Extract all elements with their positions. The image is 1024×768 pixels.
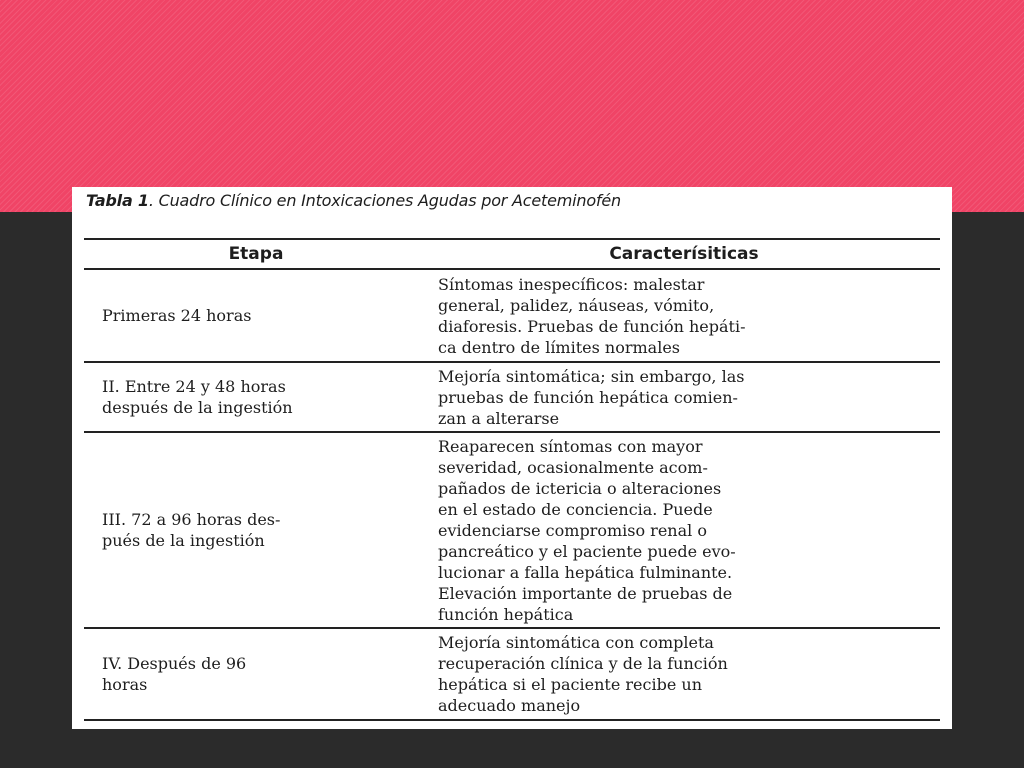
description-line: adecuado manejo (438, 696, 581, 715)
description-line: hepática si el paciente recibe un (438, 675, 702, 694)
description-cell (428, 362, 940, 432)
description-line: Elevación importante de pruebas de (438, 583, 733, 603)
clinical-table (84, 238, 940, 721)
description-line: Reaparecen síntomas con mayor (438, 436, 703, 456)
stage-line: horas (102, 675, 148, 694)
stage-cell (84, 628, 428, 720)
stage-line: II. Entre 24 y 48 horas (102, 377, 286, 396)
description-line: lucionar a falla hepática fulminante. (438, 562, 733, 582)
description-line: pruebas de función hepática comien- (438, 387, 738, 407)
table-caption (86, 191, 621, 210)
table-row (84, 432, 940, 628)
description-line: pañados de ictericia o alteraciones (438, 478, 722, 498)
description-line: general, palidez, náuseas, vómito, (438, 295, 715, 315)
description-line: Mejoría sintomática con completa (438, 633, 714, 652)
description-line: pancreático y el paciente puede evo- (438, 541, 736, 561)
description-line: severidad, ocasionalmente acom- (438, 457, 708, 477)
description-line: recuperación clínica y de la función (438, 654, 728, 673)
description-line: función hepática (438, 604, 574, 624)
table-header-row (84, 239, 940, 269)
stage-line: Primeras 24 horas (102, 306, 252, 325)
stage-cell (84, 269, 428, 362)
table-row (84, 362, 940, 432)
stage-line: III. 72 a 96 horas des- (102, 510, 281, 529)
description-cell (428, 432, 940, 628)
description-line: en el estado de conciencia. Puede (438, 499, 713, 519)
header-stage: Etapa (84, 239, 428, 269)
slide-top-band (0, 0, 1024, 212)
description-line: Mejoría sintomática; sin embargo, las (438, 366, 745, 386)
description-line: Síntomas inespecíficos: malestar (438, 274, 705, 294)
description-cell (428, 269, 940, 362)
stage-line: IV. Después de 96 (102, 654, 247, 673)
stage-cell (84, 362, 428, 432)
description-line: ca dentro de límites normales (438, 337, 681, 357)
clinical-table-figure (72, 187, 952, 729)
table-row (84, 628, 940, 720)
description-cell (428, 628, 940, 720)
stage-line: después de la ingestión (102, 398, 293, 417)
table-row (84, 269, 940, 362)
table-caption-text: . Cuadro Clínico en Intoxicaciones Agudas por Aceteminofén (148, 191, 621, 210)
stage-line: pués de la ingestión (102, 531, 265, 550)
description-line: evidenciarse compromiso renal o (438, 520, 707, 540)
stage-cell (84, 432, 428, 628)
table-caption-label: Tabla 1 (86, 191, 149, 210)
header-characteristics: Caracterísiticas (428, 239, 940, 269)
description-line: zan a alterarse (438, 408, 560, 428)
description-line: diaforesis. Pruebas de función hepáti- (438, 316, 746, 336)
